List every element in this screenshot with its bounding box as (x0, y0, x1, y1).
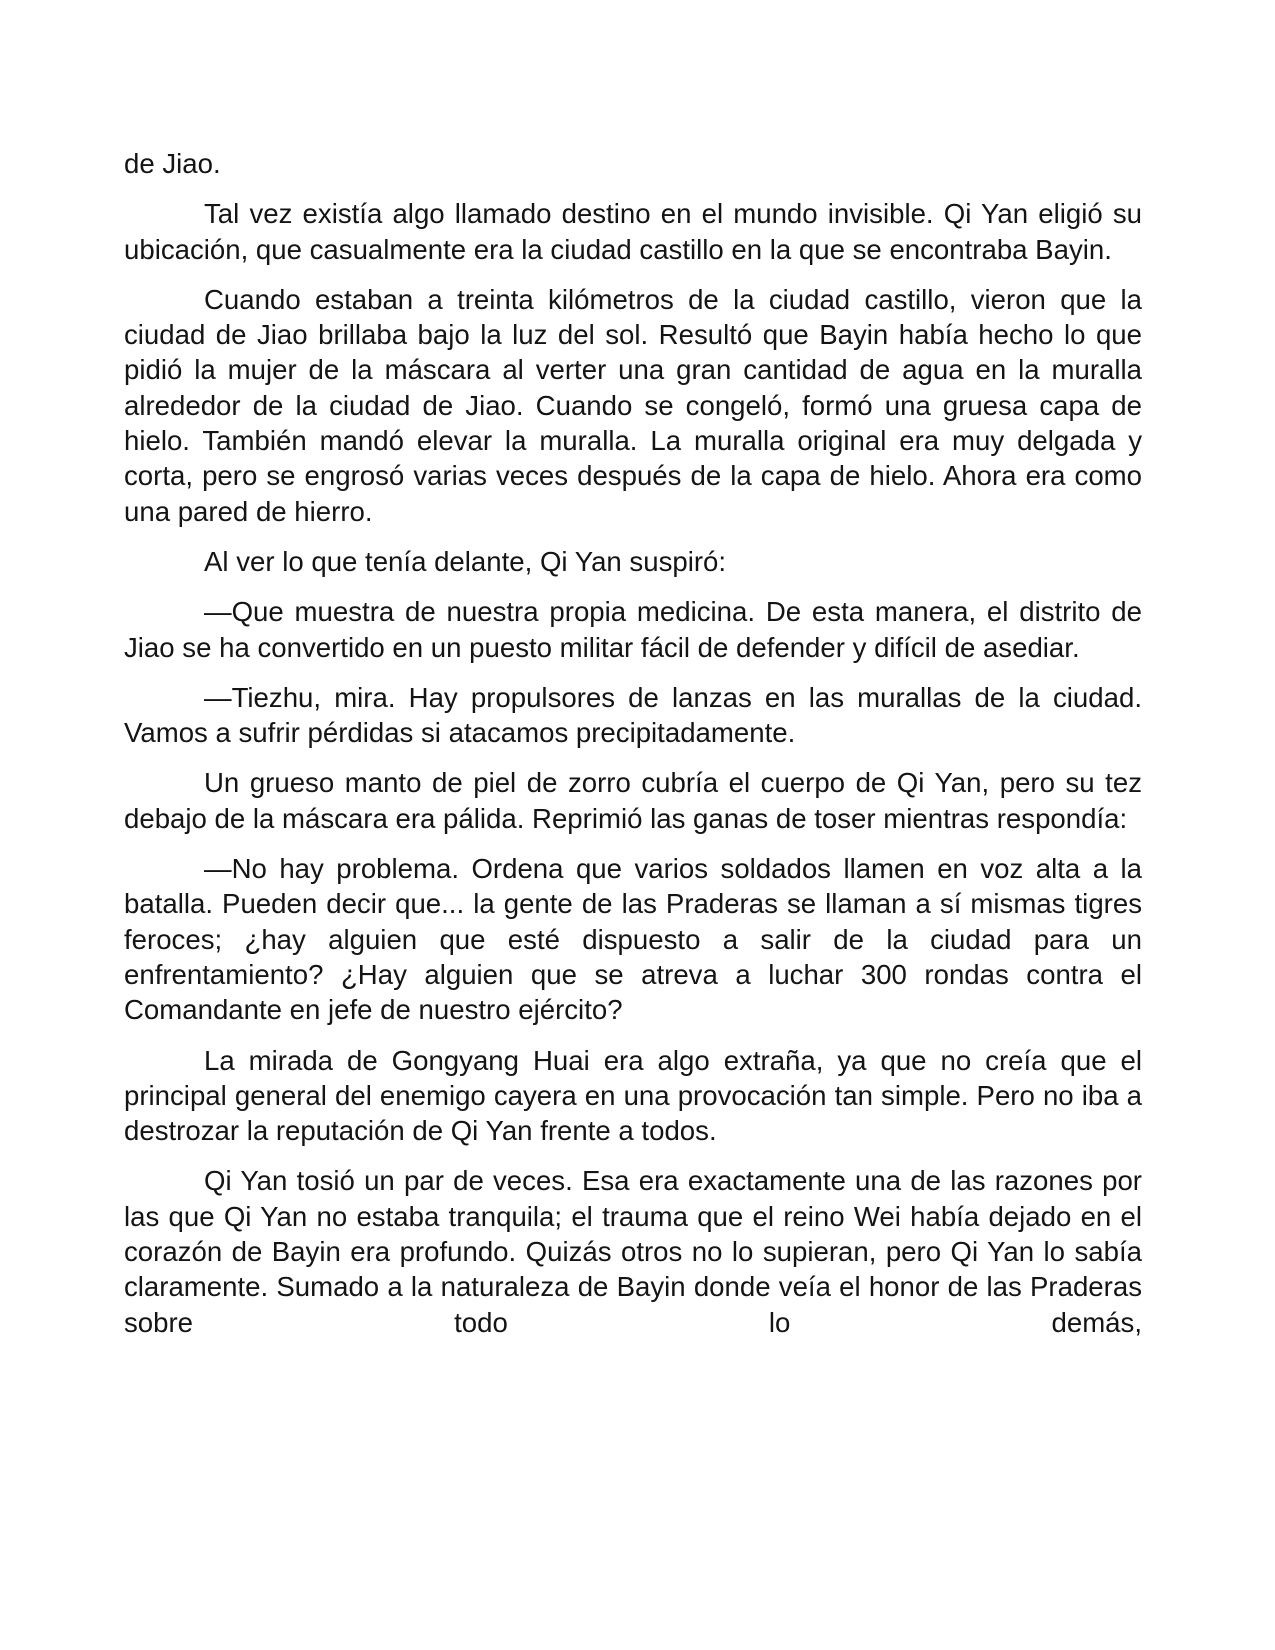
paragraph-9: La mirada de Gongyang Huai era algo extraña, ya que no creía que el principal general del enemigo cayera en una provocación tan simple. Pero no iba a destrozar la reputación de Qi Yan frente a todos. (124, 1044, 1142, 1147)
paragraph-6: —Tiezhu, mira. Hay propulsores de lanzas en las murallas de la ciudad. Vamos a sufrir pérdidas si atacamos precipitadamente. (124, 681, 1142, 749)
paragraph-1: de Jiao. (124, 148, 221, 179)
body-text (124, 146, 1142, 1340)
paragraph-5: —Que muestra de nuestra propia medicina. De esta manera, el distrito de Jiao se ha convertido en un puesto militar fácil de defender y difícil de asediar. (124, 596, 1142, 663)
paragraph-7: Un grueso manto de piel de zorro cubría el cuerpo de Qi Yan, pero su tez debajo de la máscara era pálida. Reprimió las ganas de toser mientras respondía: (124, 767, 1142, 834)
paragraph-4: Al ver lo que tenía delante, Qi Yan suspiró: (204, 545, 727, 577)
paragraph-8: —No hay problema. Ordena que varios soldados llamen en voz alta a la batalla. Pueden decir que... la gente de las Praderas se llaman a sí mismas tigres feroces; ¿hay alguien que esté dispuesto a salir de la ciudad para un enfrentamiento? ¿Hay alguien que se atreva a luchar 300 rondas contra el Comandante en jefe de nuestro ejército? (124, 853, 1142, 1026)
paragraph-10: Qi Yan tosió un par de veces. Esa era exactamente una de las razones por las que Qi Yan no estaba tranquila; el trauma que el reino Wei había dejado en el corazón de Bayin era profundo. Quizás otros no lo supieran, pero Qi Yan lo sabía claramente. Sumado a la naturaleza de Bayin donde veía el honor de las Praderas sobre todo lo demás, (124, 1165, 1142, 1338)
paragraph-3: Cuando estaban a treinta kilómetros de la ciudad castillo, vieron que la ciudad de Jiao brillaba bajo la luz del sol. Resultó que Bayin había hecho lo que pidió la mujer de la máscara al verter una gran cantidad de agua en la muralla alrededor de la ciudad de Jiao. Cuando se congeló, formó una gruesa capa de hielo. También mandó elevar la muralla. La muralla original era muy delgada y corta, pero se engrosó varias veces después de la capa de hielo. Ahora era como una pared de hierro. (124, 283, 1142, 527)
paragraph-2: Tal vez existía algo llamado destino en el mundo invisible. Qi Yan eligió su ubicación, que casualmente era la ciudad castillo en la que se encontraba Bayin. (124, 198, 1142, 265)
